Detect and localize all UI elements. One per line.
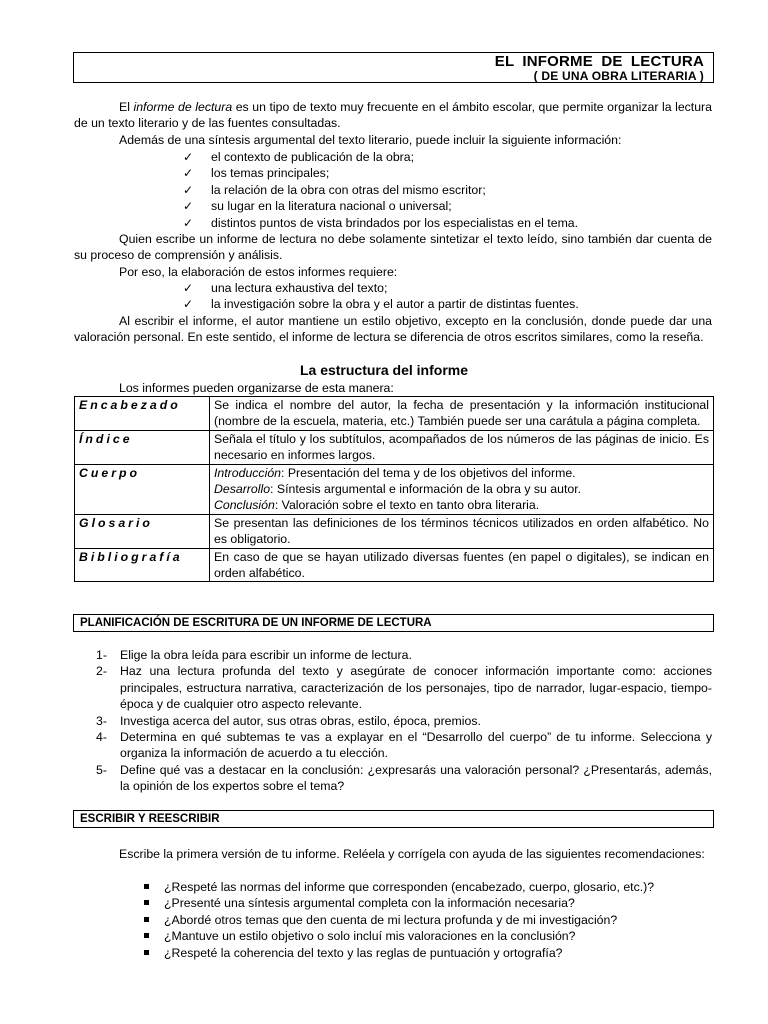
planning-steps — [96, 647, 712, 795]
list-item: 3- Investiga acerca del autor, sus otras obras, estilo, época, premios. — [96, 713, 481, 728]
list-item: ¿Mantuve un estilo objetivo o solo incluí mis valoraciones en la conclusión? — [144, 928, 654, 944]
intro-paragraph-2: Además de una síntesis argumental del texto literario, puede incluir la siguiente información: — [119, 133, 622, 147]
term-cell: Encabezado — [75, 397, 210, 431]
term-cell: Índice — [75, 430, 210, 464]
check-icon: ✓ — [183, 182, 194, 197]
page-title: EL INFORME DE LECTURA — [494, 53, 704, 70]
step-number: 5- — [96, 762, 107, 777]
structure-table — [74, 396, 714, 582]
list-item: ¿Presenté una síntesis argumental completa con la información necesaria? — [144, 895, 654, 911]
step-number: 3- — [96, 713, 107, 728]
step-number: 4- — [96, 730, 107, 745]
cuerpo-introduccion: Introducción: Presentación del tema y de los objetivos del informe. — [214, 465, 576, 480]
square-bullet-icon — [144, 950, 149, 955]
table-row — [75, 548, 714, 582]
structure-lead: Los informes pueden organizarse de esta manera: — [119, 381, 394, 395]
step-number: 1- — [96, 648, 107, 662]
intro-paragraph-1: El informe de lectura es un tipo de texto muy frecuente en el ámbito escolar, que permite organizar la lectura de un texto literario y de las fuentes consultadas. — [74, 100, 712, 131]
list-item: ✓ el contexto de publicación de la obra; — [183, 150, 415, 164]
intro-paragraph-3: Quien escribe un informe de lectura no debe solamente sintetizar el texto leído, sino también dar cuenta de su proceso de comprensión y análisis. — [74, 232, 712, 263]
check-icon: ✓ — [183, 150, 194, 164]
cuerpo-desarrollo: Desarrollo: Síntesis argumental e información de la obra y su autor. — [214, 482, 582, 497]
check-icon: ✓ — [183, 215, 194, 230]
requirements-checklist — [183, 280, 579, 313]
rewrite-lead: Escribe la primera versión de tu informe. Reléela y corrígela con ayuda de las siguientes recomendaciones: — [119, 847, 705, 861]
list-item: ¿Respeté las normas del informe que corresponden (encabezado, cuerpo, glosario, etc.)? — [144, 879, 654, 895]
rewrite-checklist — [144, 879, 654, 961]
page-subtitle: ( DE UNA OBRA LITERARIA ) — [533, 69, 704, 83]
intro-paragraph-5: Al escribir el informe, el autor mantiene un estilo objetivo, excepto en la conclusión, donde puede dar una valoración personal. En este sentido, el informe de lectura se diferencia de otros escritos similares, como la reseña. — [74, 314, 712, 345]
check-icon: ✓ — [183, 281, 194, 295]
description-cell: Se presentan las definiciones de los términos técnicos utilizados en orden alfabético. No es obligatorio. — [210, 514, 714, 548]
square-bullet-icon — [144, 933, 149, 938]
list-item: ✓ distintos puntos de vista brindados por los especialistas en el tema. — [183, 215, 579, 230]
list-item: ✓ su lugar en la literatura nacional o universal; — [183, 199, 452, 214]
list-item: 5- Define qué vas a destacar en la conclusión: ¿expresarás una valoración personal? ¿Presentarás, además, la opinión de los expertos sobre el tema? — [96, 762, 712, 794]
check-icon: ✓ — [183, 199, 194, 214]
title-box — [73, 52, 714, 83]
description-cell: Señala el título y los subtítulos, acompañados de los números de las páginas de inicio. Es necesario en informes largos. — [210, 430, 714, 464]
term-cell: Bibliografía — [75, 548, 210, 582]
check-icon: ✓ — [183, 297, 194, 312]
rewrite-heading: ESCRIBIR Y REESCRIBIR — [73, 810, 714, 828]
description-cell: Se indica el nombre del autor, la fecha de presentación y la información institucional (nombre de la escuela, materia, etc.) También puede ser una carátula a página completa. — [210, 397, 714, 431]
description-cell: En caso de que se hayan utilizado diversas fuentes (en papel o digitales), se indican en orden alfabético. — [210, 548, 714, 582]
structure-title: La estructura del informe — [299, 362, 469, 378]
check-icon: ✓ — [183, 166, 194, 181]
list-item: ¿Abordé otros temas que den cuenta de mi lectura profunda y de mi investigación? — [144, 912, 654, 928]
term-cell: Cuerpo — [75, 464, 210, 514]
table-row — [75, 514, 714, 548]
square-bullet-icon — [144, 884, 149, 889]
term-cell: Glosario — [75, 514, 210, 548]
square-bullet-icon — [144, 917, 149, 922]
step-number: 2- — [96, 664, 107, 679]
table-row — [75, 464, 714, 514]
list-item: 1- Elige la obra leída para escribir un informe de lectura. — [96, 648, 412, 662]
list-item: ✓ los temas principales; — [183, 166, 330, 181]
cuerpo-conclusion: Conclusión: Valoración sobre el texto en tanto obra literaria. — [214, 498, 540, 513]
list-item: ¿Respeté la coherencia del texto y las reglas de puntuación y ortografía? — [144, 945, 654, 961]
planning-heading: PLANIFICACIÓN DE ESCRITURA DE UN INFORME DE LECTURA — [73, 614, 714, 632]
table-row — [75, 430, 714, 464]
list-item: ✓ la investigación sobre la obra y el autor a partir de distintas fuentes. — [183, 297, 579, 312]
list-item: ✓ la relación de la obra con otras del mismo escritor; — [183, 182, 486, 197]
list-item: ✓ una lectura exhaustiva del texto; — [183, 281, 388, 295]
intro-paragraph-4: Por eso, la elaboración de estos informes requiere: — [119, 265, 398, 279]
square-bullet-icon — [144, 900, 149, 905]
table-row — [75, 397, 714, 431]
term-informe-de-lectura: informe de lectura — [133, 100, 233, 114]
list-item: 2- Haz una lectura profunda del texto y asegúrate de conocer información importante como: acciones principales, estructura narrativa, caracterización de los personajes, tipo de narrador, lugar-espacio, tiempo-época y de cualquier otro aspecto relevante. — [96, 664, 712, 712]
list-item: 4- Determina en qué subtemas te vas a explayar en el “Desarrollo del cuerpo” de tu informe. Selecciona y organiza la información de acuerdo a tu elección. — [96, 730, 712, 761]
description-cell — [210, 464, 714, 514]
info-checklist — [183, 149, 578, 231]
